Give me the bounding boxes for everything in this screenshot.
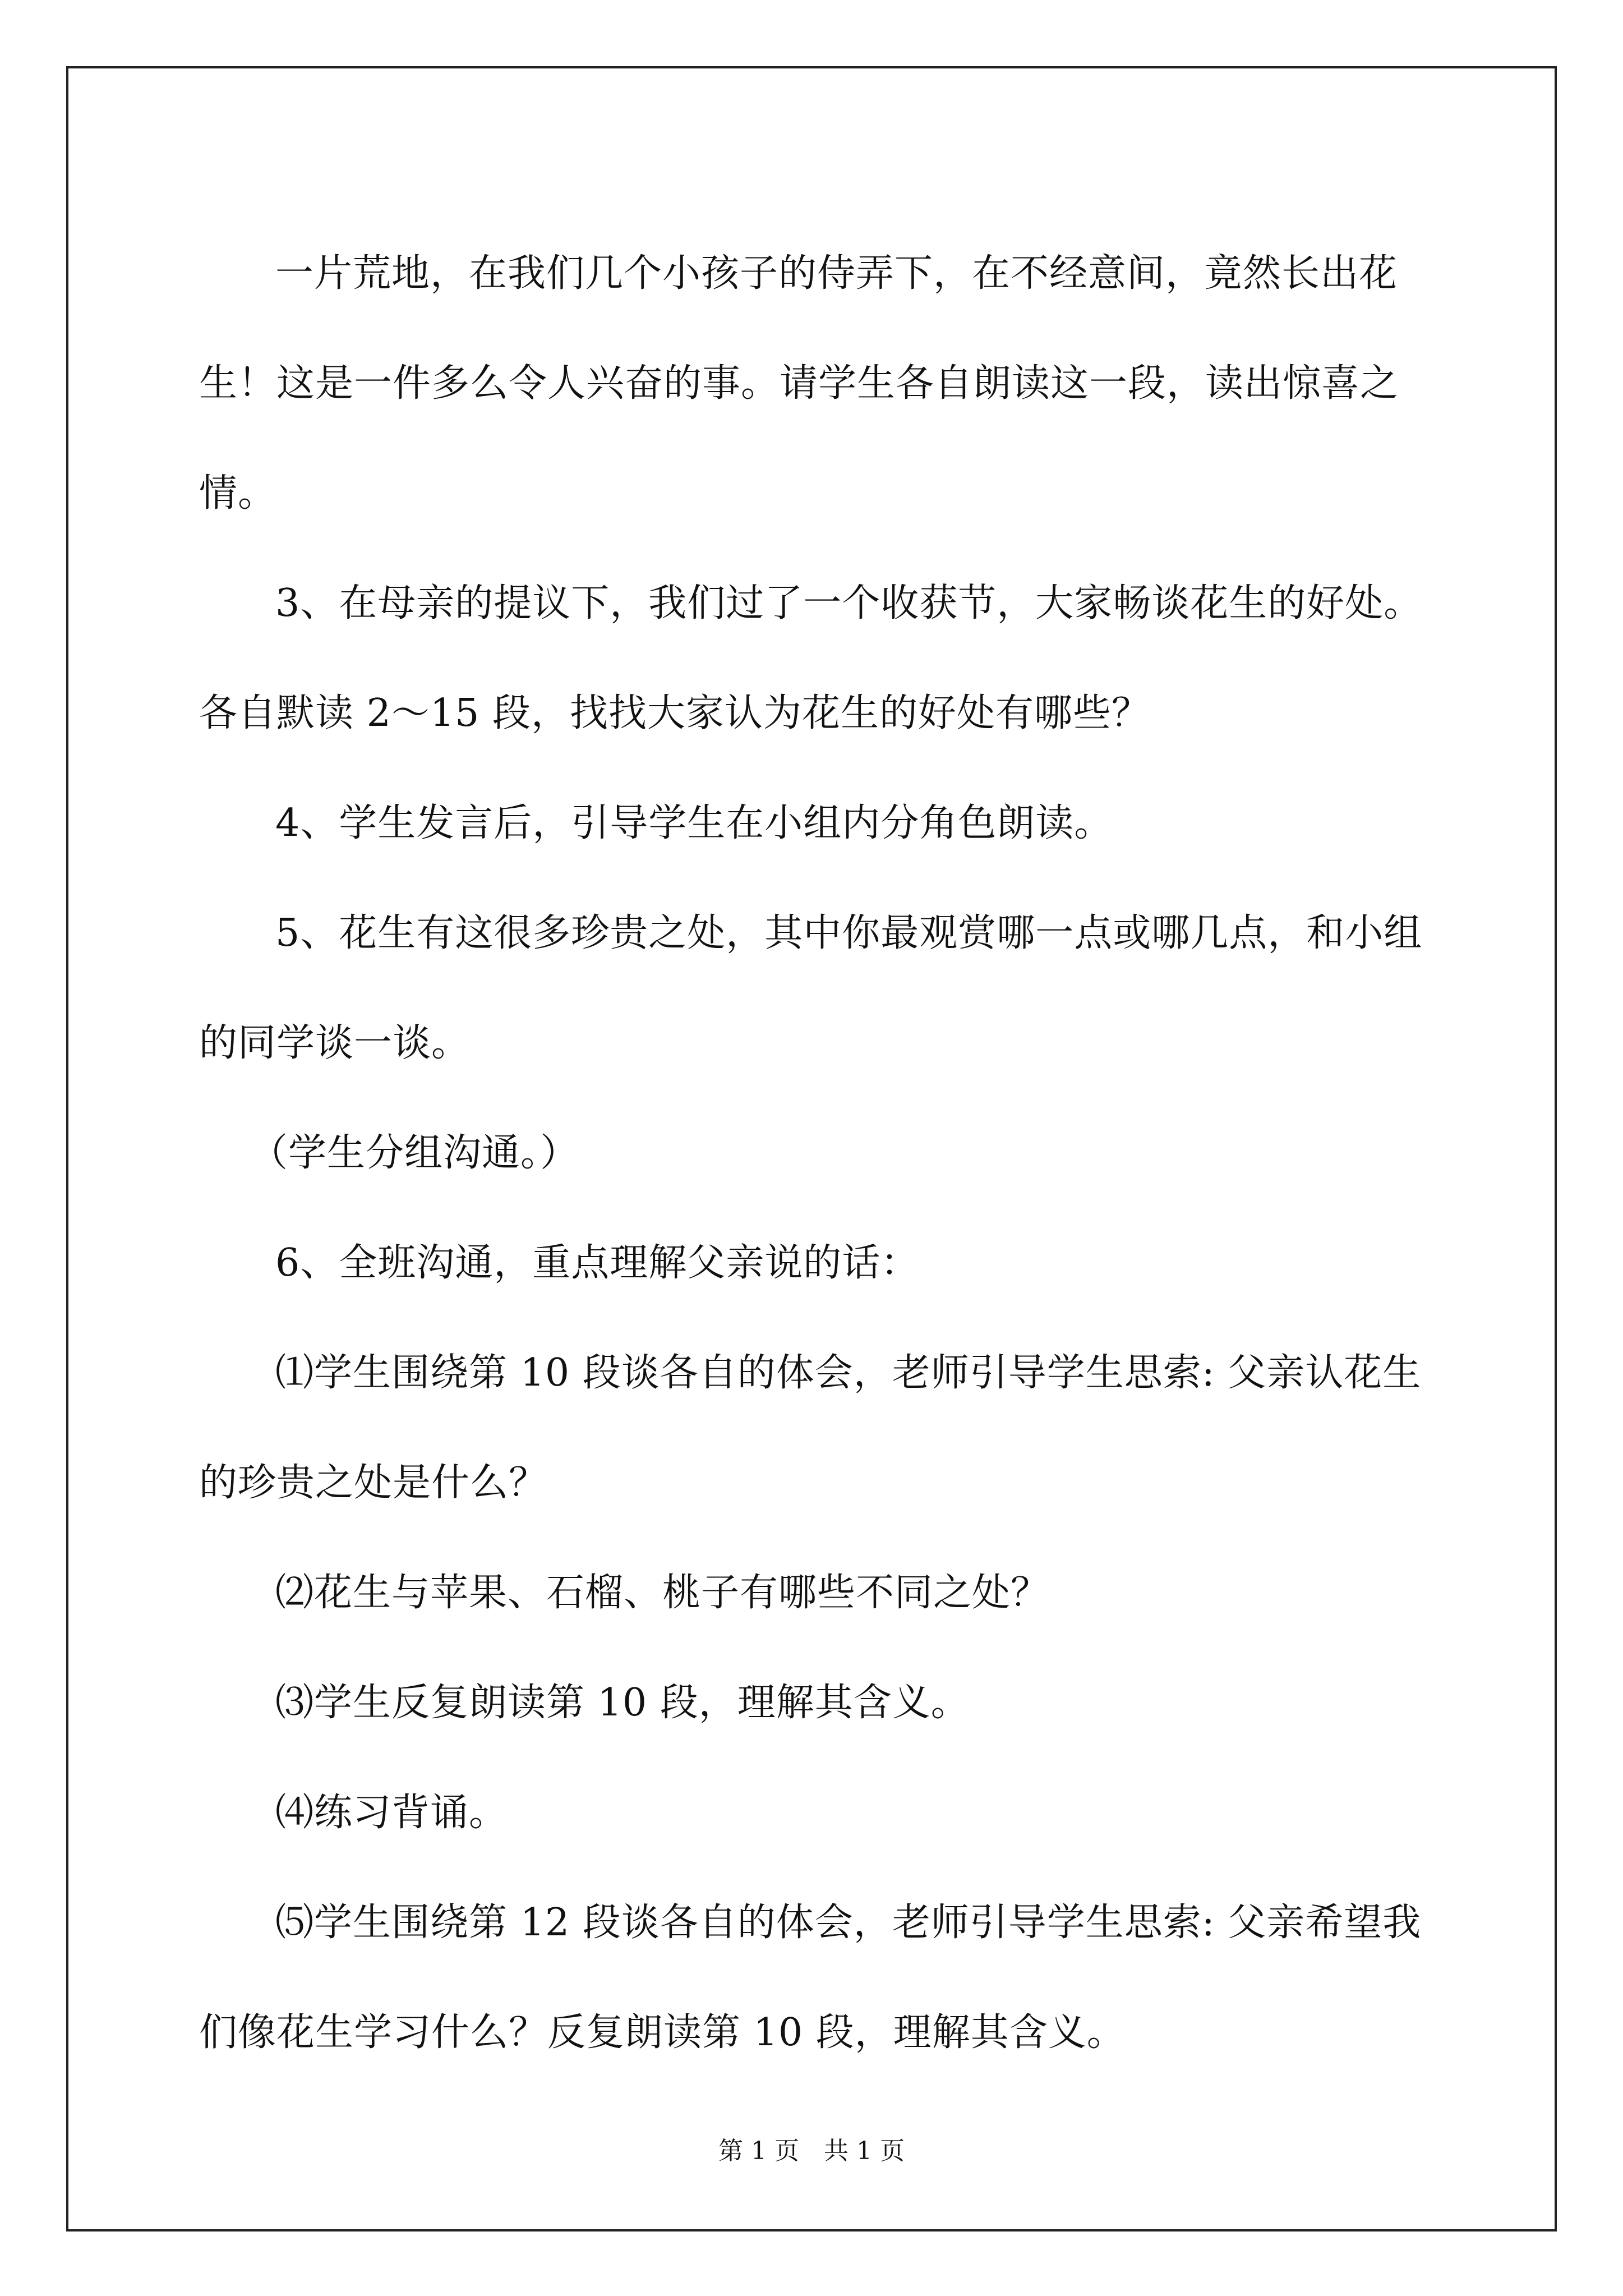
paragraph-11: ⑸学生围绕第 12 段谈各自的体会，老师引导学生思索: 父亲希望我们像花生学习什么？反复朗读第 10 段，理解其含义。: [199, 1901, 1422, 2055]
paragraph-10: ⑷练习背诵。: [275, 1791, 508, 1835]
paragraph-1: 一片荒地，在我们几个小孩子的侍弄下，在不经意间，竟然长出花生！这是一件多么令人兴奋的事。请学生各自朗读这一段，读出惊喜之情。: [199, 251, 1399, 516]
paragraph-8: ⑵花生与苹果、石榴、桃子有哪些不同之处？: [275, 1571, 1050, 1615]
paragraph-3: 4、学生发言后，引导学生在小组内分角色朗读。: [275, 801, 1113, 845]
page-footer: 第 1 页 共 1 页: [718, 2137, 905, 2165]
paragraph-2: 3、在母亲的提议下，我们过了一个收获节，大家畅谈花生的好处。各自默读 2～15 段，找找大家认为花生的好处有哪些？: [199, 581, 1423, 735]
paragraph-4: 5、花生有这很多珍贵之处，其中你最观赏哪一点或哪几点，和小组的同学谈一谈。: [199, 911, 1423, 1065]
paragraph-9: ⑶学生反复朗读第 10 段，理解其含义。: [275, 1681, 970, 1725]
paragraph-7: ⑴学生围绕第 10 段谈各自的体会，老师引导学生思索: 父亲认花生的珍贵之处是什么？: [199, 1351, 1422, 1505]
document-body: [199, 219, 1438, 2088]
paragraph-5: （学生分组沟通。）: [250, 1131, 579, 1175]
paragraph-6: 6、全班沟通，重点理解父亲说的话：: [275, 1241, 920, 1285]
